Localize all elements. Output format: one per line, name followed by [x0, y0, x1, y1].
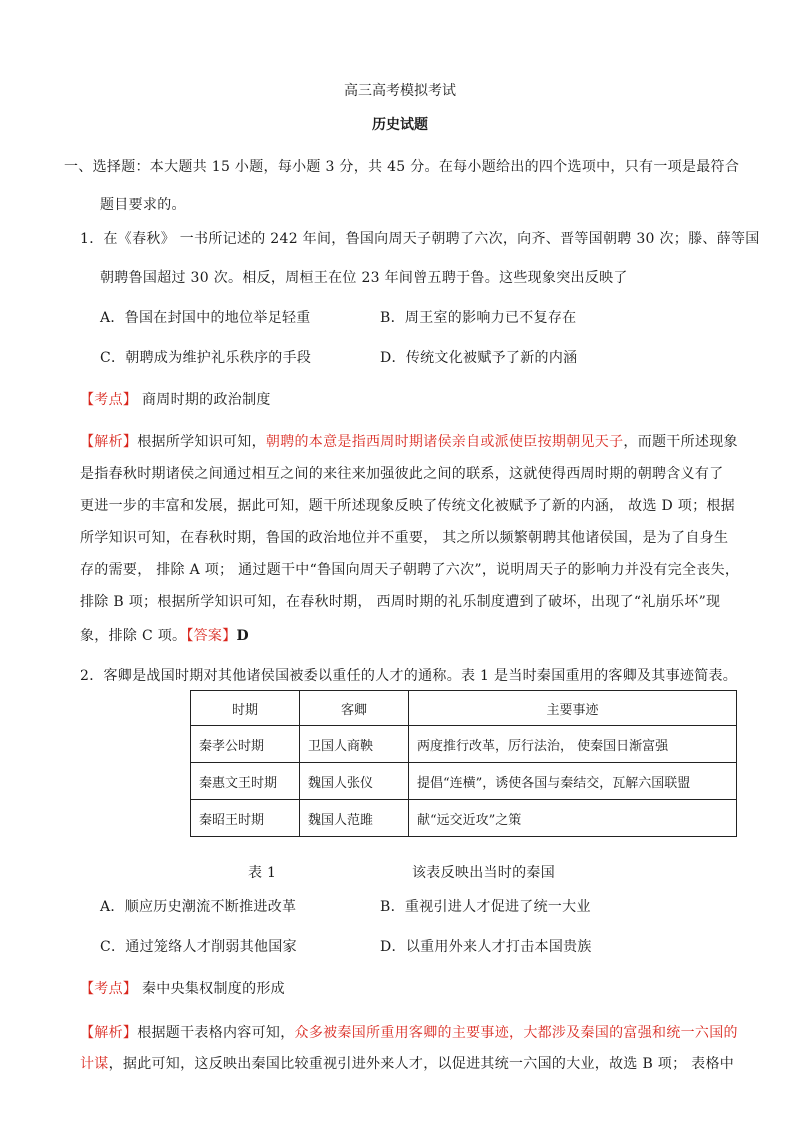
table-cell: 秦昭王时期 — [191, 800, 300, 837]
q1-kaodian — [80, 389, 271, 409]
q1-jiexi-l1-b: ，而题干所述现象 — [623, 434, 738, 450]
q2-table — [190, 690, 737, 837]
q2-option-c: C．通过笼络人才削弱其他国家 — [100, 939, 297, 955]
table-cell: 卫国人商鞅 — [300, 726, 409, 763]
section-intro-line2: 题目要求的。 — [100, 197, 186, 213]
exam-subtitle: 历史试题 — [372, 117, 428, 133]
q1-jiexi-line4: 所学知识可知，在春秋时期，鲁国的政治地位并不重要， 其之所以频繁朝聘其他诸侯国，是为了自身生 — [80, 530, 729, 546]
q1-stem-line1: 1．在《春秋》 一书所记述的 242 年间，鲁国向周天子朝聘了六次，向齐、晋等国朝聘 30 次；滕、薛等国 — [80, 231, 760, 247]
q1-option-c: C．朝聘成为维护礼乐秩序的手段 — [100, 350, 312, 366]
q2-option-b: B．重视引进人才促进了统一大业 — [380, 899, 591, 915]
table-row — [191, 800, 737, 837]
q2-jiexi-l1-a: 根据题干表格内容可知， — [137, 1025, 295, 1041]
q2-kaodian-text: 秦中央集权制度的形成 — [141, 981, 285, 997]
q2-kaodian-label: 【考点】 — [80, 981, 138, 997]
table-cell: 两度推行改革，厉行法治， 使秦国日渐富强 — [409, 726, 737, 763]
q2-option-d: D．以重用外来人才打击本国贵族 — [380, 939, 592, 955]
q2-jiexi-line1 — [80, 1022, 738, 1042]
table-cell: 秦孝公时期 — [191, 726, 300, 763]
table-header-cell: 主要事迹 — [409, 691, 737, 726]
table-header-cell: 客卿 — [300, 691, 409, 726]
q1-stem-line2: 朝聘鲁国超过 30 次。相反，周桓王在位 23 年间曾五聘于鲁。这些现象突出反映了 — [100, 270, 628, 286]
q1-option-b: B．周王室的影响力已不复存在 — [380, 310, 577, 326]
q1-answer-value: D — [236, 628, 249, 644]
q1-kaodian-text: 商周时期的政治制度 — [141, 392, 271, 408]
q2-jiexi-l2-highlight: 计谋 — [80, 1056, 109, 1072]
q1-jiexi-line7 — [80, 625, 249, 645]
exam-title: 高三高考模拟考试 — [344, 83, 456, 99]
q1-jiexi-label: 【解析】 — [80, 434, 138, 450]
q1-jiexi-line6: 排除 B 项；根据所学知识可知，在春秋时期， 西周时期的礼乐制度遭到了破坏，出现了“礼崩乐坏”现 — [80, 594, 721, 610]
q2-jiexi-label: 【解析】 — [80, 1025, 138, 1041]
table-cell: 魏国人张仪 — [300, 763, 409, 800]
q2-table-caption: 表 1 — [248, 865, 277, 881]
q1-jiexi-l7: 象，排除 C 项。 — [80, 628, 187, 644]
q1-jiexi-line2: 是指春秋时期诸侯之间通过相互之间的来往来加强彼此之间的联系，这就使得西周时期的朝聘含义有了 — [80, 466, 724, 482]
table-cell: 魏国人范雎 — [300, 800, 409, 837]
section-intro-line1: 一、选择题：本大题共 15 小题，每小题 3 分，共 45 分。在每小题给出的四个选项中，只有一项是最符合 — [64, 159, 740, 175]
q2-option-a: A．顺应历史潮流不断推进改革 — [100, 899, 297, 915]
q1-jiexi-line3: 更进一步的丰富和发展，据此可知，题干所述现象反映了传统文化被赋予了新的内涵， 故选 D 项；根据 — [80, 498, 735, 514]
table-cell: 献“远交近攻”之策 — [409, 800, 737, 837]
table-row — [191, 763, 737, 800]
q2-jiexi-l1-highlight: 众多被秦国所重用客卿的主要事迹，大都涉及秦国的富强和统一六国的 — [294, 1025, 738, 1041]
table-header-cell: 时期 — [191, 691, 300, 726]
table-row — [191, 726, 737, 763]
q1-answer-label: 【答案】 — [186, 628, 237, 644]
q2-kaodian — [80, 978, 285, 998]
q1-jiexi-l1-highlight: 朝聘的本意是指西周时期诸侯亲自或派使臣按期朝见天子 — [265, 434, 624, 450]
q1-jiexi-line1 — [80, 431, 738, 451]
q2-stem: 2．客卿是战国时期对其他诸侯国被委以重任的人才的通称。表 1 是当时秦国重用的客卿及其事迹简表。 — [80, 668, 738, 684]
table-cell: 秦惠文王时期 — [191, 763, 300, 800]
q2-question-prompt: 该表反映出当时的秦国 — [412, 865, 555, 881]
q2-jiexi-l2-b: ，据此可知，这反映出秦国比较重视引进外来人才，以促进其统一六国的大业，故选 B 项； 表格中 — [108, 1056, 735, 1072]
q1-jiexi-line5: 存的需要， 排除 A 项； 通过题干中“鲁国向周天子朝聘了六次”，说明周天子的影响力并没有完全丧失， — [80, 562, 740, 578]
table-header-row — [191, 691, 737, 726]
q1-option-d: D．传统文化被赋予了新的内涵 — [380, 350, 578, 366]
table-cell: 提倡“连横”，诱使各国与秦结交，瓦解六国联盟 — [409, 763, 737, 800]
q1-jiexi-l1-a: 根据所学知识可知， — [137, 434, 266, 450]
q2-jiexi-line2 — [80, 1053, 734, 1073]
q1-option-a: A．鲁国在封国中的地位举足轻重 — [100, 310, 311, 326]
q1-kaodian-label: 【考点】 — [80, 392, 138, 408]
